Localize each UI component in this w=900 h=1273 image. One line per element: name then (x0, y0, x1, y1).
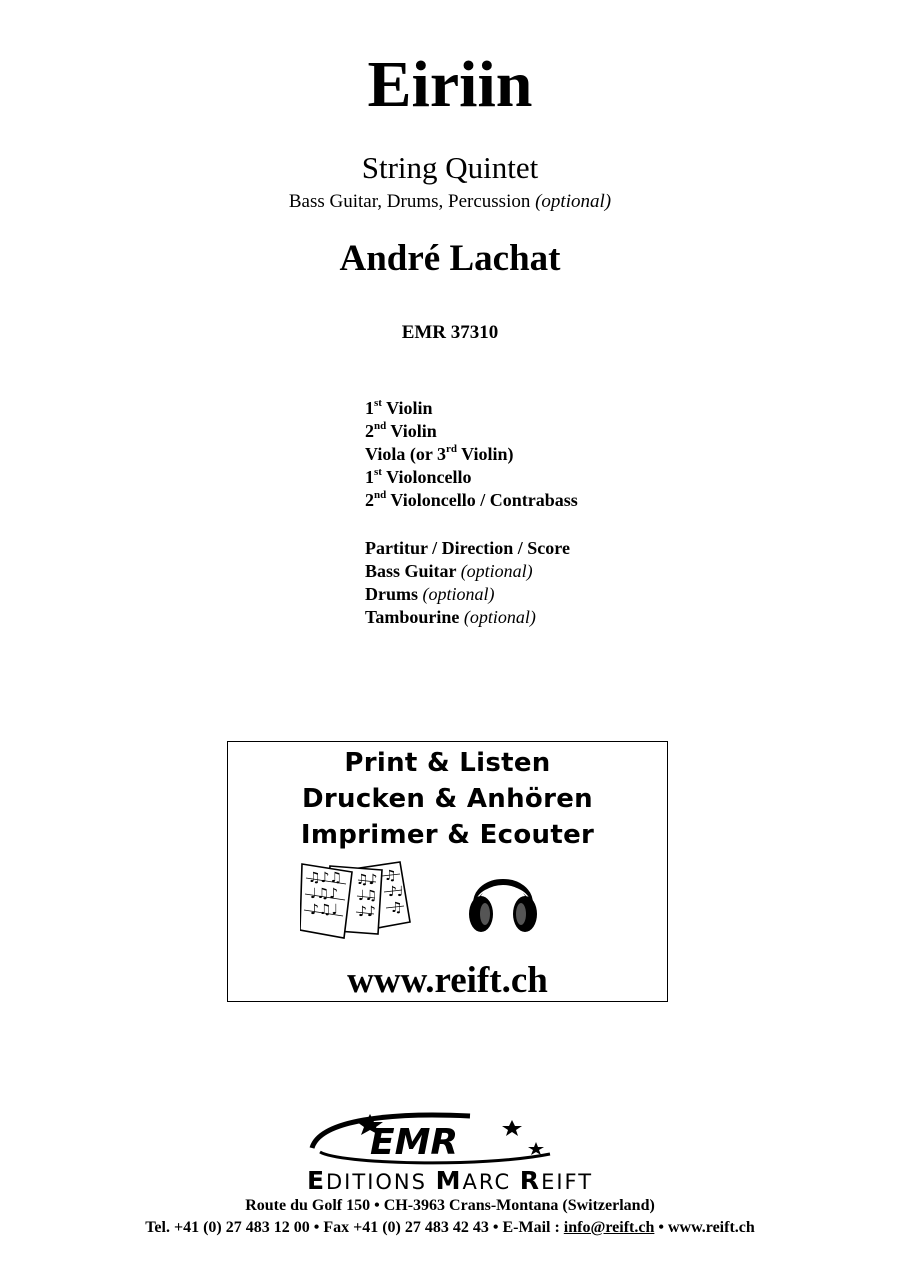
svg-text:♪♫♩: ♪♫♩ (310, 902, 339, 918)
logo-text: EMR (370, 1122, 459, 1163)
part-item: Viola (or 3rd Violin) (365, 443, 514, 464)
subtitle: String Quintet (361, 150, 539, 185)
print-listen-box (227, 741, 668, 1002)
part-item: Bass Guitar (optional) (365, 561, 533, 581)
svg-text:♪♩: ♪♩ (388, 884, 404, 900)
email-link[interactable]: info@reift.ch (563, 1219, 655, 1236)
print-listen-line-fr: Imprimer & Ecouter (300, 820, 595, 850)
additional-parts-list (365, 537, 765, 629)
publisher-name: EDITIONS MARC REIFT (306, 1166, 594, 1195)
website-link[interactable]: www.reift.ch (347, 960, 548, 1001)
optional-note: (optional) (535, 191, 612, 212)
page-title: Eiriin (367, 48, 533, 121)
svg-text:♩♫♪: ♩♫♪ (310, 886, 339, 902)
publisher-contact (0, 1220, 900, 1236)
headphones-icon (466, 862, 540, 936)
part-item: 2nd Violoncello / Contrabass (365, 489, 578, 510)
emr-logo (300, 1108, 600, 1170)
print-listen-line: Print & Listen (344, 748, 551, 778)
sheet-music-icon (300, 860, 412, 942)
part-item: 1st Violin (365, 397, 433, 418)
svg-text:♫: ♫ (390, 900, 403, 916)
string-parts-list (365, 397, 765, 512)
score-item: Partitur / Direction / Score (365, 538, 570, 558)
part-item: Tambourine (optional) (365, 607, 536, 627)
svg-text:♩♫: ♩♫ (358, 888, 378, 904)
part-item: Drums (optional) (365, 584, 495, 604)
contact-prefix: Tel. +41 (0) 27 483 12 00 • Fax +41 (0) 27 483 42 43 • E-Mail : (145, 1219, 564, 1236)
part-item: 2nd Violin (365, 420, 437, 441)
part-item: 1st Violoncello (365, 466, 472, 487)
svg-text:♪♪: ♪♪ (358, 904, 376, 920)
composer-name: André Lachat (339, 238, 561, 279)
publisher-address: Route du Golf 150 • CH-3963 Crans-Montana (Switzerland) (245, 1197, 655, 1214)
catalog-number: EMR 37310 (401, 322, 499, 343)
svg-text:♫♪♫: ♫♪♫ (308, 870, 343, 886)
contact-suffix: • www.reift.ch (654, 1219, 755, 1236)
svg-text:♫: ♫ (384, 868, 397, 884)
instrumentation-line (0, 192, 900, 211)
instrumentation-text: Bass Guitar, Drums, Percussion (288, 191, 531, 212)
svg-text:♫♪: ♫♪ (356, 872, 378, 888)
print-listen-line-de: Drucken & Anhören (302, 784, 593, 814)
